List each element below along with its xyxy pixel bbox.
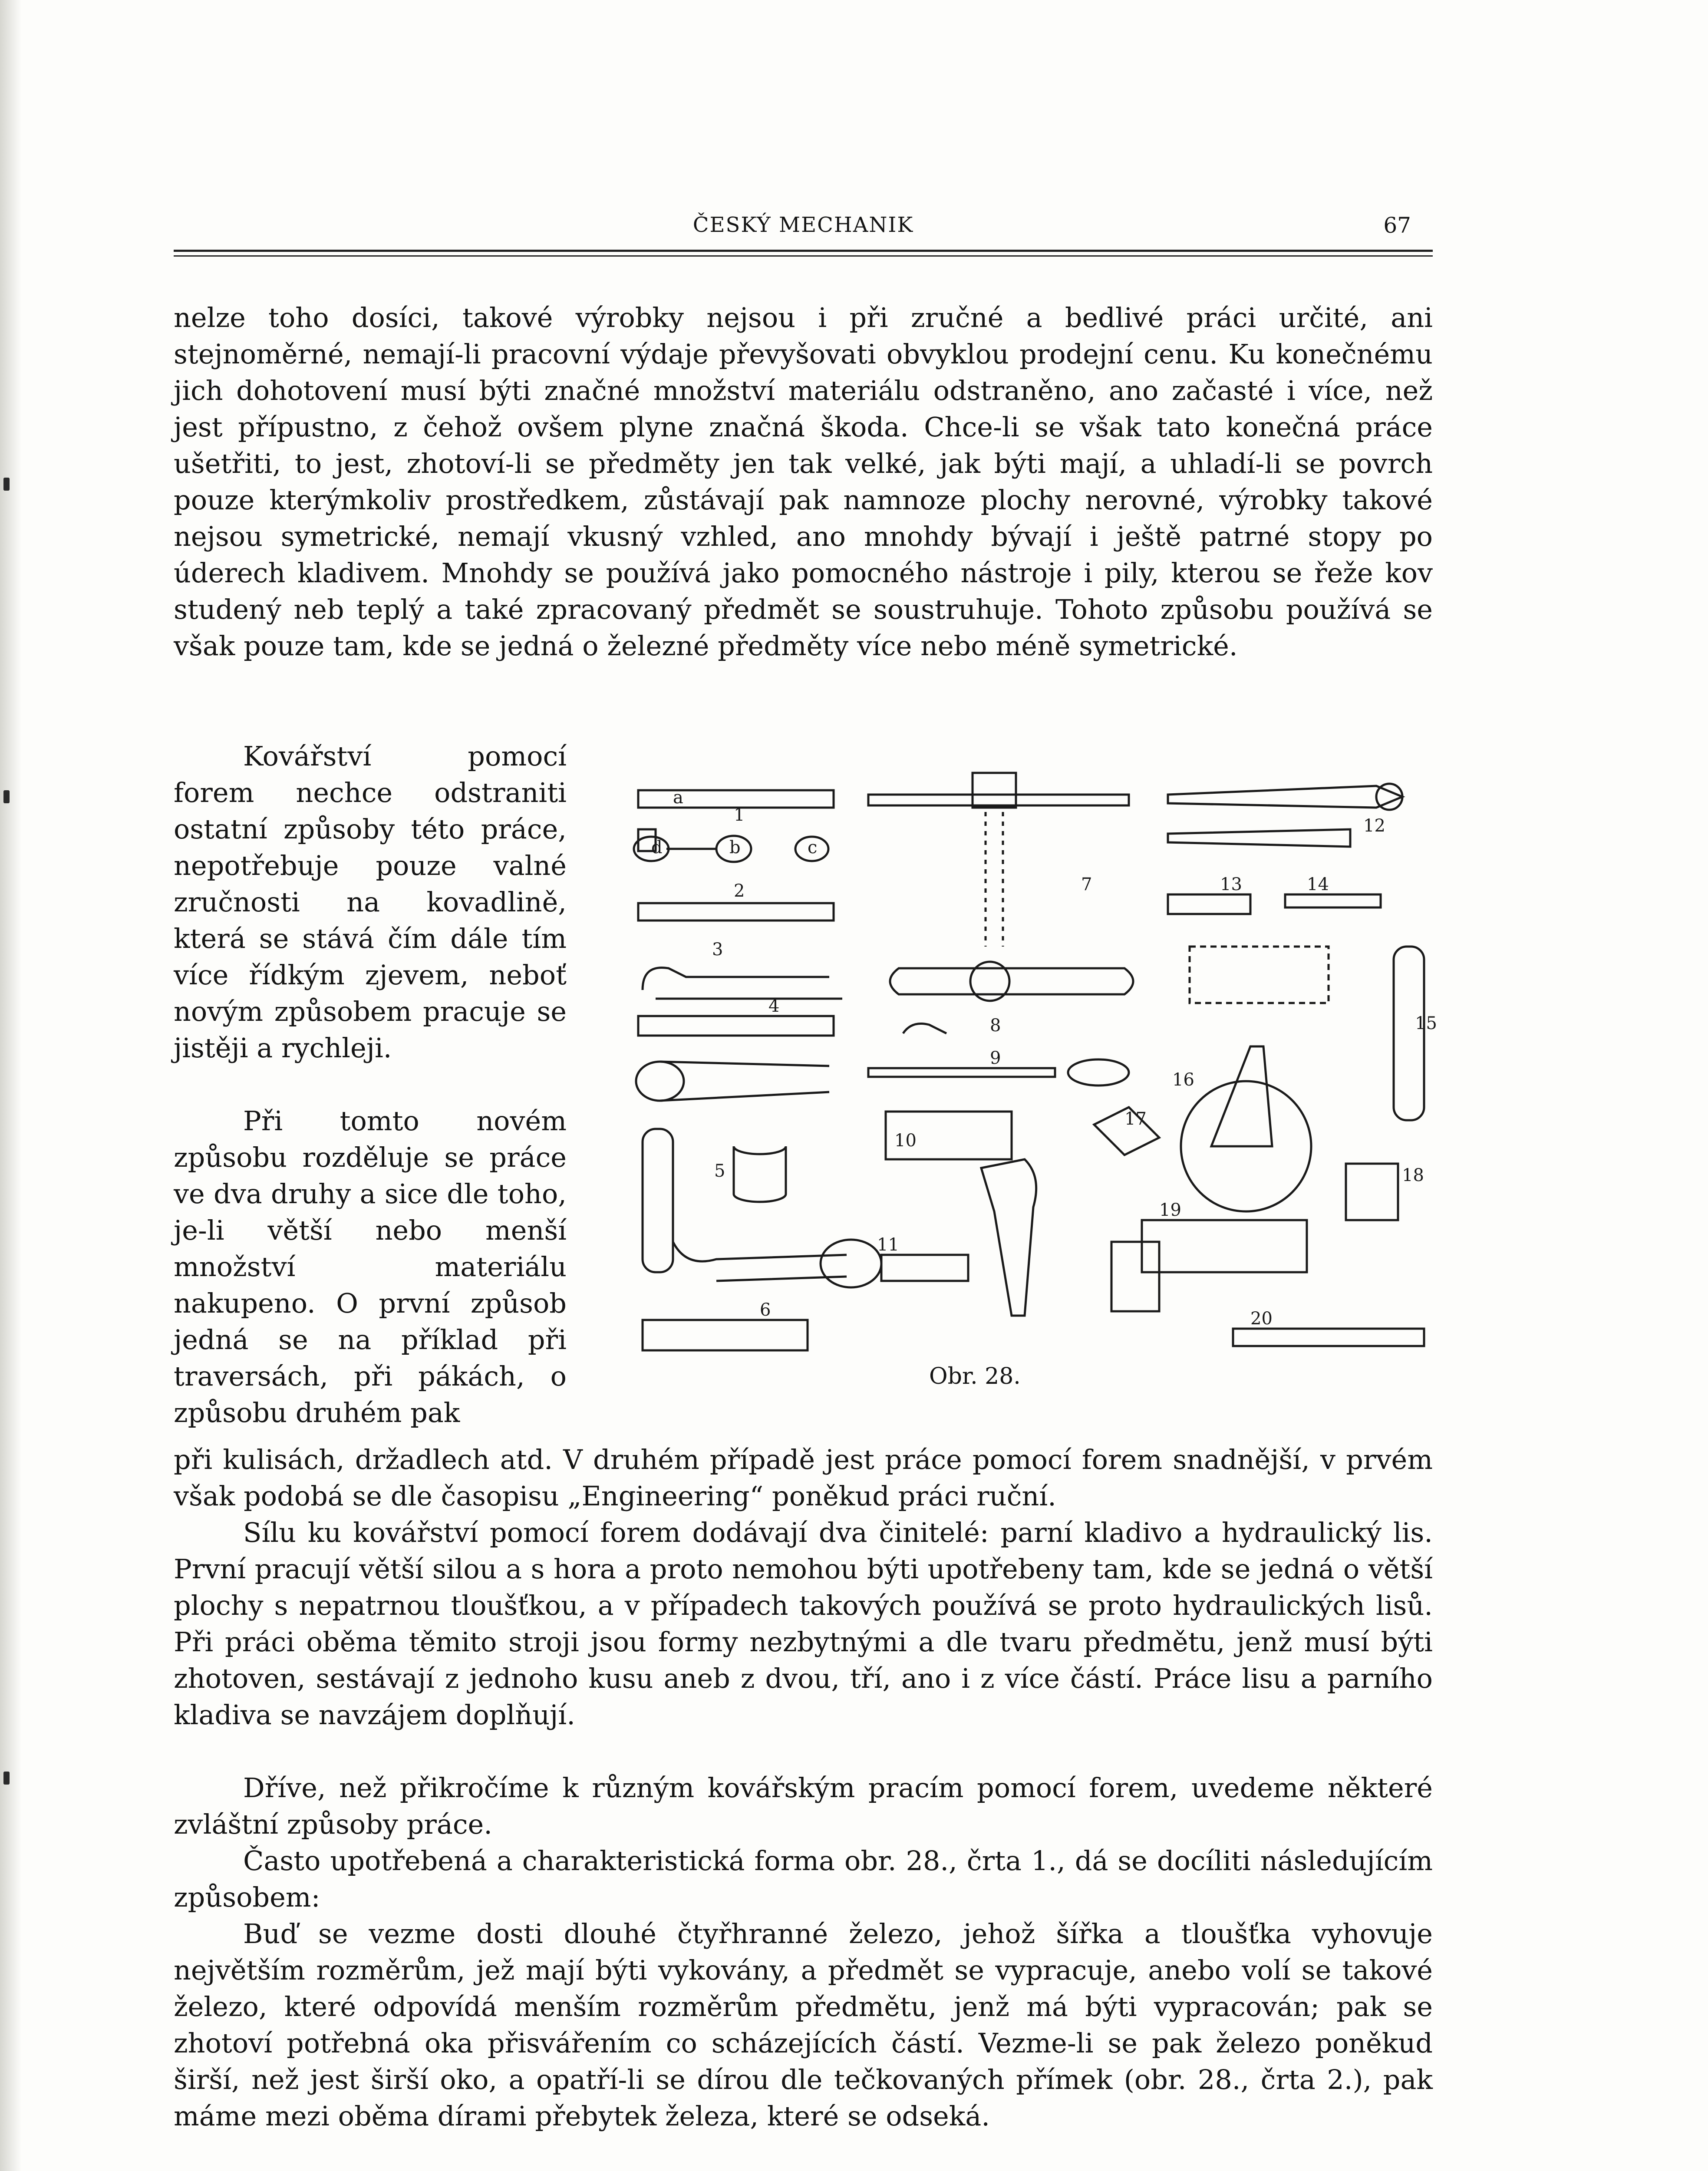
sketch-label: 18 — [1402, 1165, 1424, 1185]
paragraph: Při tomto novém způsobu rozděluje se práce ve dva druhy a sice dle toho, je-li větší nebo menší množství materiálu nakupeno. O první způsob jedná se na příklad při traversách, při pákách, o způsobu druhém pak — [174, 1105, 567, 1429]
sketch-3-hook — [643, 968, 842, 999]
sketch-19-form — [1111, 1242, 1159, 1311]
figure-forging-forms — [625, 764, 1437, 1389]
paragraph: Dříve, než přikročíme k různým kovářským pracím pomocí forem, uvedeme některé zvláštní způsoby práce. — [174, 1772, 1433, 1840]
running-title: ČESKÝ MECHANIK — [692, 213, 914, 237]
sketch-19-block — [1142, 1220, 1307, 1272]
sketch-4-bar — [638, 1016, 834, 1036]
sketch-7-bar — [868, 795, 1129, 805]
sketch-label: 15 — [1415, 1013, 1437, 1033]
sketch-4-eye — [636, 1062, 684, 1101]
sketch-12-eye — [1376, 784, 1402, 810]
sketch-15-die — [1190, 947, 1329, 1003]
sketch-12-bar — [1168, 786, 1402, 808]
sketch-9-head — [1068, 1059, 1129, 1086]
sketch-label: 8 — [990, 1016, 1001, 1036]
paragraph: při kulisách, držadlech atd. V druhém případě jest práce pomocí forem snadnější, v prvém však podobá se dle časopisu „Engineering“ poněkud práci ruční. — [174, 1444, 1433, 1512]
sketch-16-arm — [1211, 1046, 1272, 1146]
sketch-20-bar — [1233, 1329, 1424, 1346]
sketch-8-hook — [903, 1024, 946, 1034]
sketch-label: 2 — [734, 881, 745, 901]
paragraph: nelze toho dosíci, takové výrobky nejsou i při zručné a bedlivé práci určité, ani stejnoměrné, nemají-li pracovní výdaje převyšovati obvyklou prodejní cenu. Ku konečnému jich dohotovení musí býti značné množství materiálu odstraněno, ano začasté i více, než jest přípustno, z čehož ovšem plyne značná škoda. Chce-li se však tato konečná práce ušetřiti, to jest, zhotoví-li se předměty jen tak velké, jak býti mají, a uhladí-li se povrch pouze kterýmkoliv prostředkem, zůstávají pak namnoze plochy nerovné, výrobky takové nejsou symetrické, nemají vkusný vzhled, ano mnohdy bývají i ještě patrné stopy po úderech kladivem. Mnohdy se používá jako pomocného nástroje i pily, kterou se řeže kov studený neb teplý a také zpracovaný předmět se soustruhuje. Tohoto způsobu používá se však pouze tam, kde se jedná o železné předměty více nebo méně symetrické. — [174, 302, 1433, 662]
sketch-6-bar — [643, 1320, 808, 1350]
sketch-2-bar — [638, 903, 834, 921]
margin-mark — [3, 1772, 10, 1785]
paragraph: Sílu ku kovářství pomocí forem dodávají dva činitelé: parní kladivo a hydraulický lis. První pracují větší silou a s hora a proto nemohou býti upotřebeny tam, kde se jedná o větší plochy s nepatrnou tloušťkou, a v případech takových používá se proto hydraulických lisů. Při práci oběma těmito stroji jsou formy nezbytnými a dle tvaru předmětu, jenž musí býti zhotoven, sestávají z jednoho kusu aneb z dvou, tří, ano i z více částí. Práce lisu a parního kladiva se navzájem doplňují. — [174, 1517, 1433, 1731]
sketch-letter: b — [729, 838, 741, 858]
sketch-11-bar — [881, 1255, 968, 1281]
sketch-label: 1 — [734, 805, 745, 825]
page-header — [174, 213, 1433, 239]
paragraph: Kovářství pomocí forem nechce odstraniti ostatní způsoby této práce, nepotřebuje pouze valné zručnosti na kovadlině, která se stává čím dále tím více řídkým zjevem, neboť novým způsobem pracuje se jistěji a rychleji. — [174, 740, 567, 1064]
sketch-5-cylinder — [734, 1146, 786, 1202]
sketch-13-block — [1168, 894, 1250, 914]
sketch-10-lever — [981, 1159, 1036, 1316]
sketch-label: 7 — [1081, 874, 1092, 894]
sketch-label: 11 — [877, 1235, 899, 1255]
sketch-8-crank — [890, 968, 1133, 994]
sketch-14-block — [1285, 894, 1381, 907]
sketch-label: 13 — [1220, 874, 1242, 894]
sketch-letter: c — [808, 838, 818, 858]
sketch-4-arm — [660, 1062, 829, 1101]
header-rule — [174, 250, 1433, 252]
paragraph: Buď se vezme dosti dlouhé čtyřhranné železo, jehož šířka a tloušťka vyhovuje největším rozměrům, jež mají býti vykovány, a předmět se vypracuje, anebo volí se takové železo, které odpovídá menším rozměrům předmětu, jenž má býti vypracován; pak se zhotoví potřebná oka přisvářením co scházejících částí. Vezme-li se pak železo poněkud širší, než jest širší oko, a opatří-li se dírou dle tečkovaných přímek (obr. 28., črta 2.), pak máme mezi oběma dírami přebytek železa, které se odseká. — [174, 1918, 1433, 2132]
sketch-12-bar — [1168, 829, 1350, 847]
sketch-label: 12 — [1363, 816, 1385, 836]
page-number: 67 — [1383, 213, 1411, 238]
margin-mark — [3, 790, 10, 803]
sketch-label: 17 — [1124, 1109, 1147, 1129]
sketch-label: 9 — [990, 1048, 1001, 1068]
sketch-label: 4 — [768, 996, 780, 1016]
sketch-9-bar — [868, 1068, 1055, 1077]
margin-mark — [3, 478, 10, 491]
sketch-18-block — [1346, 1164, 1398, 1220]
sketch-label: 6 — [760, 1300, 771, 1320]
sketch-label: 5 — [714, 1161, 725, 1181]
header-rule — [174, 255, 1433, 257]
sketch-label: 3 — [712, 940, 723, 960]
sketch-label: 10 — [894, 1131, 917, 1151]
paragraph: Často upotřebená a charakteristická forma obr. 28., črta 1., dá se docíliti následujícím způsobem: — [174, 1845, 1433, 1913]
sketch-label: 19 — [1159, 1200, 1181, 1220]
sketch-label: 14 — [1307, 874, 1329, 894]
page-edge — [0, 0, 22, 2171]
sketch-letter: a — [673, 788, 683, 808]
sketch-label: 20 — [1250, 1309, 1273, 1329]
sketch-15-form — [1394, 947, 1424, 1120]
sketch-11-eye — [821, 1240, 881, 1287]
sketch-label: 16 — [1172, 1070, 1194, 1090]
sketch-7-head — [973, 773, 1016, 808]
figure-caption: Obr. 28. — [929, 1363, 1021, 1389]
sketch-5-lever — [643, 1129, 673, 1272]
forging-forms-drawing — [625, 764, 1437, 1389]
sketch-letter: d — [651, 838, 663, 858]
